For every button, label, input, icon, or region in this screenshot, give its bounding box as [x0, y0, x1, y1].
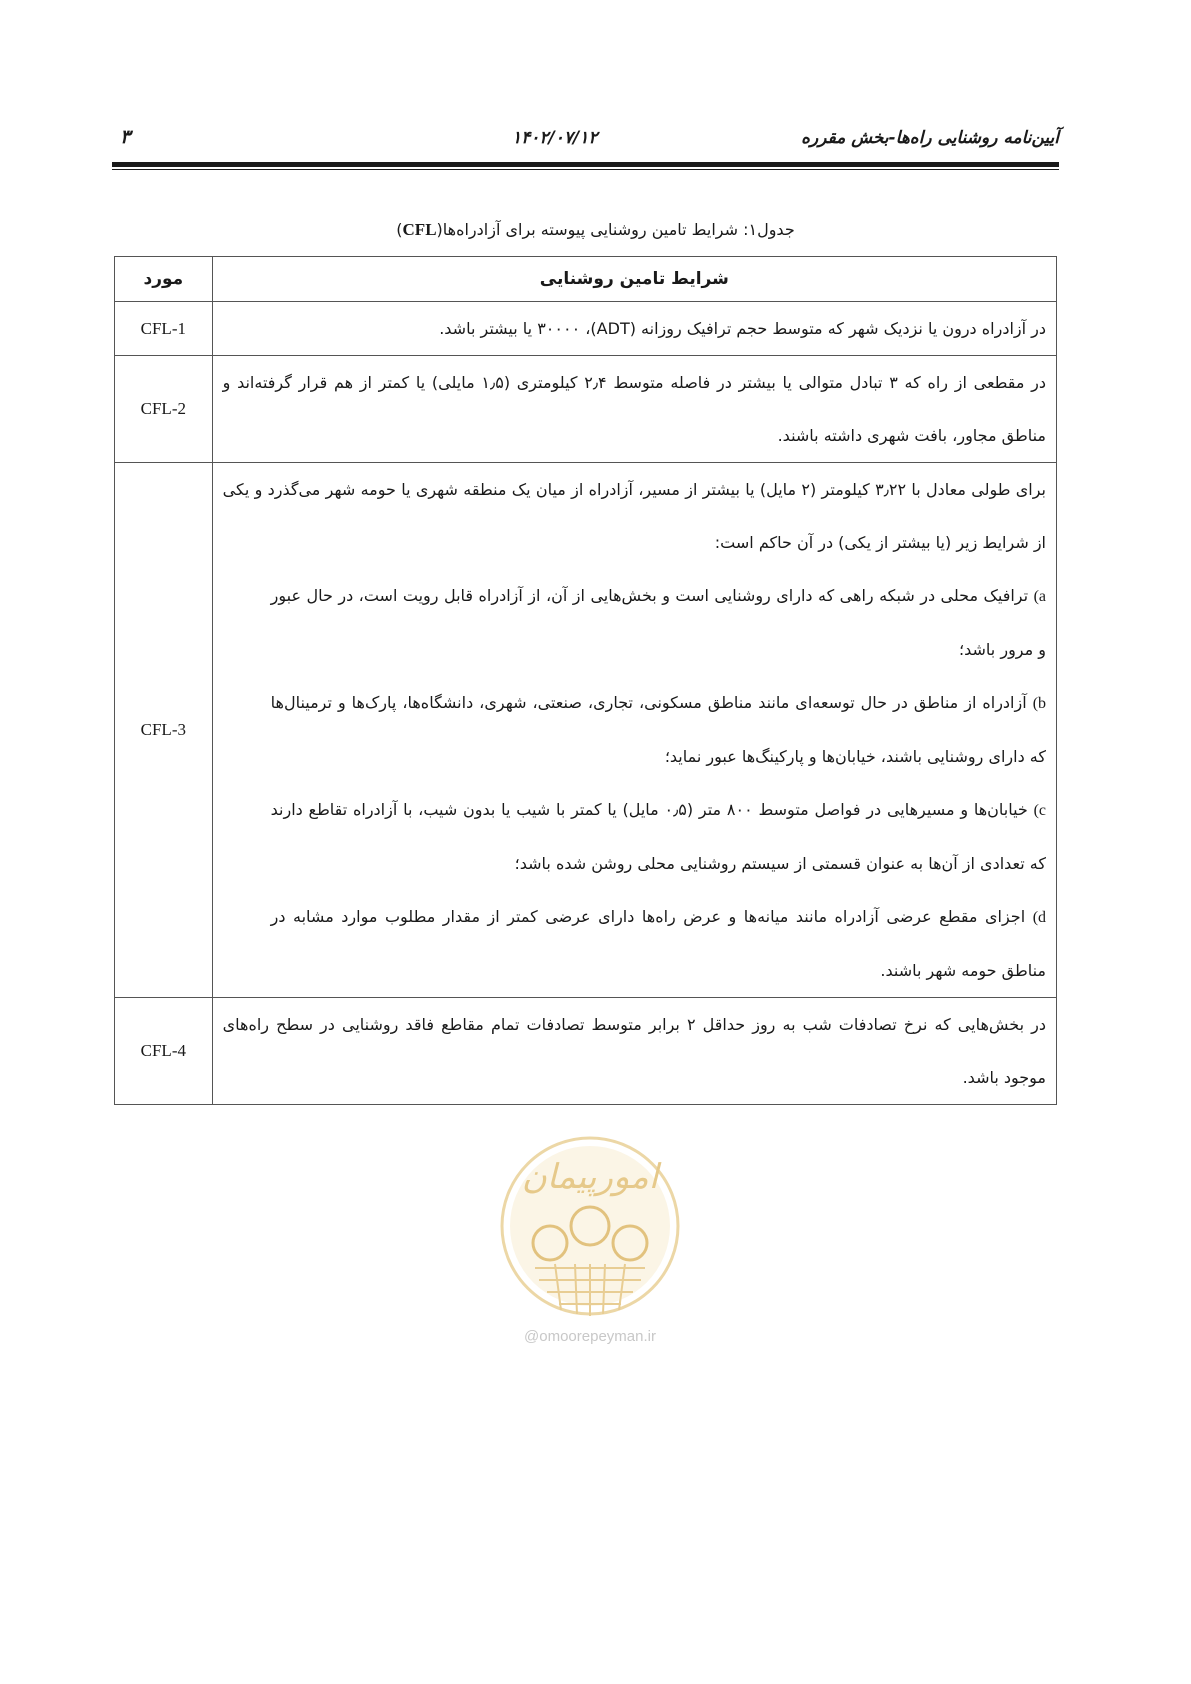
cfl-4-text: در بخش‌هایی که نرخ تصادفات شب به روز حداقل ۲ برابر متوسط تصادفات تمام مقاطع فاقد روشنایی در سطح راه‌های موجود باشد. — [222, 1015, 1047, 1087]
row-cfl-1-id: CFL-1 — [115, 302, 213, 356]
cfl-2-text: در مقطعی از راه که ۳ تبادل متوالی یا بیشتر در فاصله متوسط ۲٫۴ کیلومتری (۱٫۵ مایلی) یا کمتر از هم قرار گرفته‌اند و مناطق مجاور، بافت شهری داشته باشند. — [222, 373, 1047, 445]
row-cfl-4-conditions — [212, 998, 1056, 1105]
item-b-text: آزادراه از مناطق در حال توسعه‌ای مانند مناطق مسکونی، تجاری، صنعتی، شهری، دانشگاه‌ها، پارک‌ها و ترمینال‌ها که دارای روشنایی باشند، خیابان‌ها و پارکینگ‌ها عبور نماید؛ — [270, 693, 1046, 766]
caption-prefix: جدول۱: شرایط تامین روشنایی پیوسته برای آزادراه‌ها( — [436, 220, 795, 239]
watermark-site: @omoorepeyman.ir — [524, 1328, 656, 1345]
header-rule-thick — [112, 162, 1059, 167]
row-cfl-2-conditions — [212, 356, 1056, 463]
row-cfl-1-conditions — [212, 302, 1056, 356]
cfl-3-intro: برای طولی معادل با ۳٫۲۲ کیلومتر (۲ مایل) یا بیشتر از مسیر، آزادراه از میان یک منطقه شهری یا حومه شهر می‌گذرد و یکی از شرایط زیر (یا بیشتر از یکی) در آن حاکم است: — [222, 480, 1046, 552]
document-date: ۱۴۰۲/۰۷/۱۲ — [512, 128, 598, 148]
header-conditions: شرایط تامین روشنایی — [212, 257, 1056, 302]
item-a-text: ترافیک محلی در شبکه راهی که دارای روشنایی است و بخش‌هایی از آن، از آزادراه قابل رویت است، در حال عبور و مرور باشد؛ — [270, 586, 1046, 659]
row-cfl-3-conditions — [212, 463, 1056, 998]
item-a-letter: a) — [1033, 588, 1046, 605]
page-header — [112, 128, 1059, 158]
item-d-letter: d) — [1032, 909, 1047, 926]
header-rule-thin — [112, 169, 1059, 170]
header-item: مورد — [115, 257, 213, 302]
watermark — [495, 1128, 685, 1388]
table-row — [115, 998, 1057, 1105]
table-caption — [0, 220, 1191, 240]
table-header-row — [115, 257, 1057, 302]
cfl-table — [114, 256, 1057, 1105]
row-cfl-4-id: CFL-4 — [115, 998, 213, 1105]
cfl-1-text: در آزادراه درون یا نزدیک شهر که متوسط حجم ترافیک روزانه (ADT)، ۳۰۰۰۰ یا بیشتر باشد. — [439, 319, 1046, 338]
cfl-3-item-a — [223, 569, 1046, 676]
document-title: آیین‌نامه روشنایی راه‌ها-بخش مقرره — [801, 128, 1059, 148]
row-cfl-2-id: CFL-2 — [115, 356, 213, 463]
cfl-3-item-b — [223, 676, 1046, 783]
watermark-logo — [495, 1128, 685, 1328]
page-number: ۳ — [120, 126, 131, 148]
table-row — [115, 302, 1057, 356]
table-row — [115, 356, 1057, 463]
watermark-logo-text: امورپیمان — [521, 1157, 659, 1197]
caption-suffix: ) — [396, 220, 403, 239]
item-c-letter: c) — [1033, 802, 1047, 819]
item-d-text: اجزای مقطع عرضی آزادراه مانند میانه‌ها و عرض راه‌ها دارای عرضی کمتر از مقدار مطلوب موارد مشابه در مناطق حومه شهر باشند. — [270, 907, 1046, 980]
cfl-3-item-d — [223, 890, 1046, 997]
item-b-letter: b) — [1032, 695, 1047, 712]
item-c-text: خیابان‌ها و مسیرهایی در فواصل متوسط ۸۰۰ متر (۰٫۵ مایل) یا کمتر با شیب یا بدون شیب، با آزادراه تقاطع دارند که تعدادی از آن‌ها به عنوان قسمتی از سیستم روشنایی محلی روشن شده باشد؛ — [270, 800, 1046, 873]
row-cfl-3-id: CFL-3 — [115, 463, 213, 998]
caption-abbr: CFL — [402, 220, 437, 239]
cfl-3-item-c — [223, 783, 1046, 890]
table-row — [115, 463, 1057, 998]
